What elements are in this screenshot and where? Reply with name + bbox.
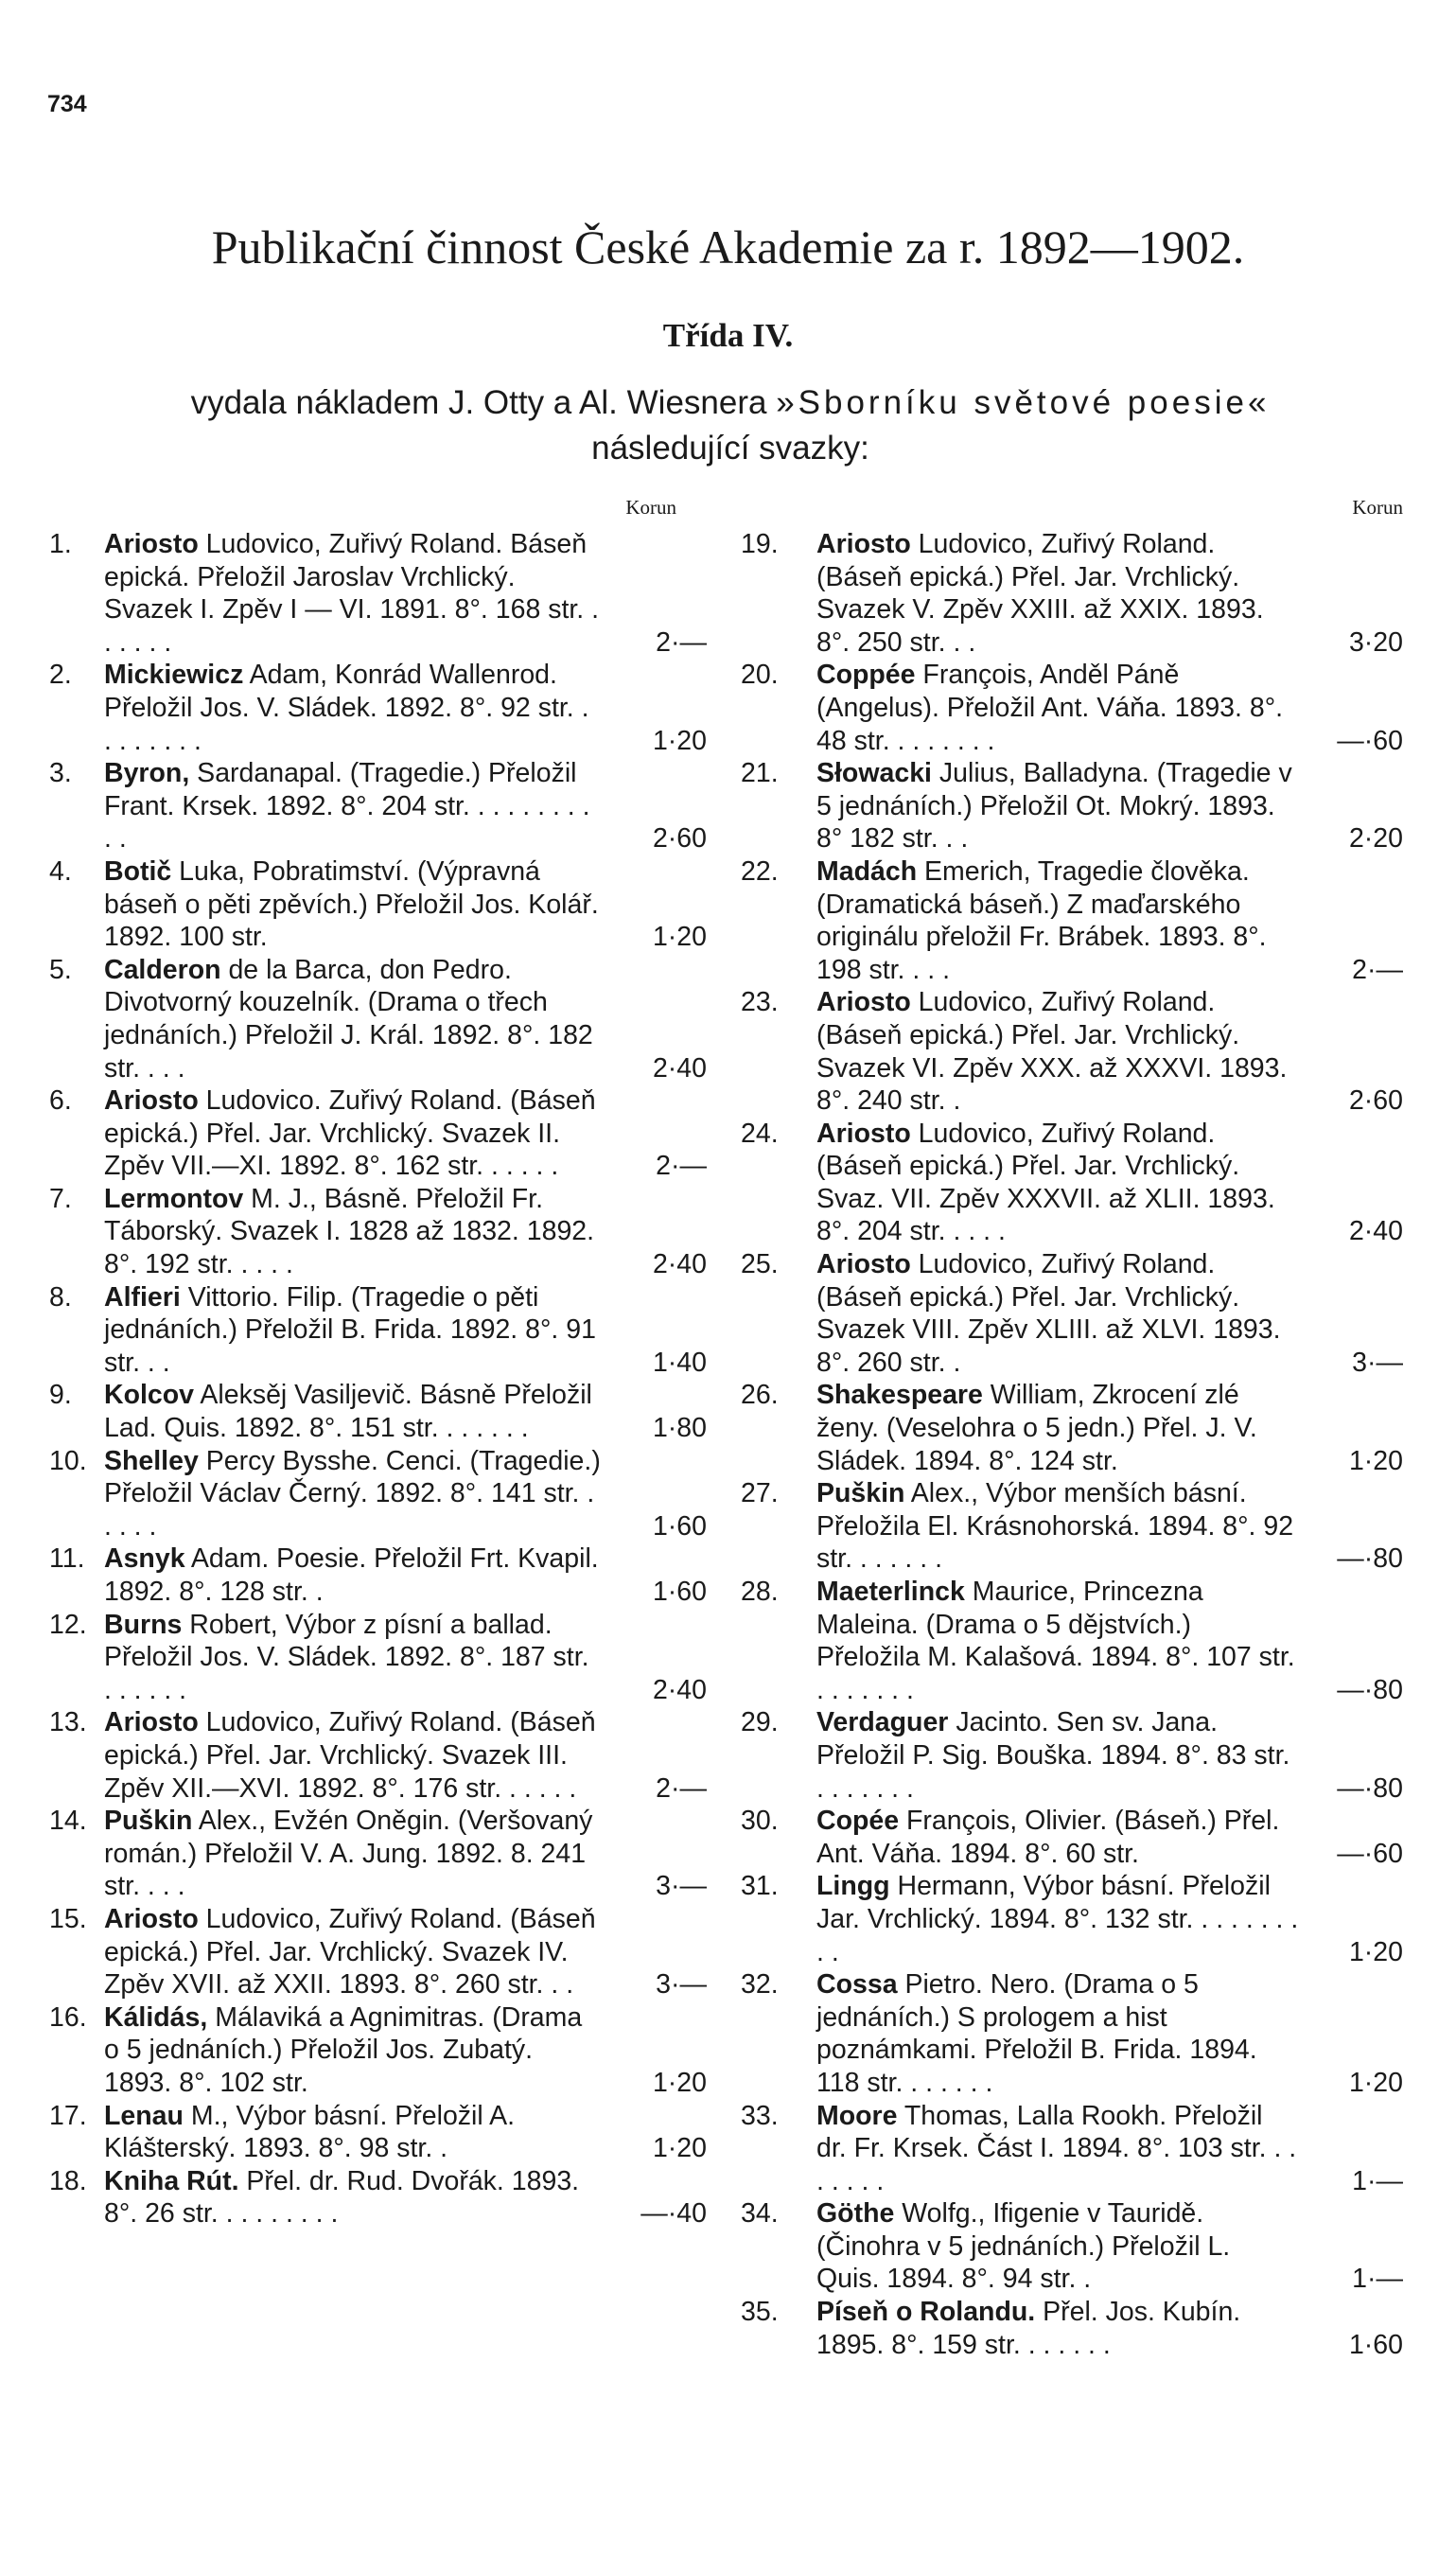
entry-body: [816, 986, 1299, 1117]
catalog-entry: [741, 855, 1403, 986]
entry-author: Ariosto: [104, 1085, 199, 1117]
entry-author: Kniha Rút.: [104, 2165, 239, 2196]
entry-number: 6.: [49, 1085, 72, 1117]
catalog-entry: [49, 2100, 707, 2165]
entry-description: M., Výbor básní. Přeložil A. Klášterský. 1893. 8°. 98 str. .: [104, 2100, 515, 2164]
entry-author: Lenau: [104, 2100, 184, 2131]
entry-description: Percy Bysshe. Cenci. (Tragedie.) Přeložil Václav Černý. 1892. 8°. 141 str. . . . . .: [104, 1445, 601, 1542]
entry-number: 13.: [49, 1707, 87, 1738]
entry-body: [104, 1805, 603, 1903]
entry-number: 1.: [49, 529, 72, 559]
entry-author: Asnyk: [104, 1543, 185, 1575]
entry-body: [816, 528, 1299, 659]
entry-price: 2·20: [1348, 823, 1403, 855]
entry-body: [104, 1609, 603, 1707]
entry-author: Copée: [816, 1806, 900, 1837]
entry-number: 10.: [49, 1445, 87, 1476]
entry-author: Mickiewicz: [104, 660, 244, 691]
entry-price: —·60: [1337, 725, 1403, 756]
intro-text: [49, 380, 1412, 471]
catalog-entry: [741, 757, 1403, 855]
entry-author: Ariosto: [104, 1707, 199, 1738]
entry-body: [104, 1379, 603, 1444]
entry-body: [104, 1542, 603, 1608]
entry-price: 1·—: [1352, 2264, 1403, 2295]
entry-description: Adam. Poesie. Přeložil Frt. Kvapil. 1892. 8°. 128 str. .: [104, 1543, 599, 1607]
entry-author: Madách: [816, 855, 918, 887]
entry-body: [104, 757, 603, 855]
series-name: »Sborníku světové poesie«: [776, 384, 1271, 421]
entry-description: François, Anděl Páně (Angelus). Přeložil Ant. Váňa. 1893. 8°. 48 str. . . . . . . .: [816, 660, 1284, 756]
entry-number: 7.: [49, 1183, 72, 1214]
catalog-entry: [741, 1870, 1403, 1968]
entry-price: 1·20: [652, 922, 707, 953]
entry-number: 24.: [741, 1118, 779, 1149]
entry-author: Verdaguer: [816, 1707, 949, 1738]
entry-author: Píseň o Rolandu.: [816, 2297, 1036, 2328]
entry-description: Ludovico, Zuřivý Roland. Báseň epická. Přeložil Jaroslav Vrchlický. Svazek I. Zpěv I — VI. 1891. 8°. 168 str. . . . . . .: [104, 529, 600, 658]
entry-body: [816, 1248, 1299, 1379]
catalog-entry: [741, 1576, 1403, 1706]
entry-body: [104, 2001, 603, 2100]
entry-description: Julius, Balladyna. (Tragedie v 5 jednáních.) Přeložil Ot. Mokrý. 1893. 8° 182 str. . .: [816, 758, 1292, 855]
entry-description: Ludovico, Zuřivý Roland. (Báseň epická.) Přel. Jar. Vrchlický. Svazek V. Zpěv XXIII. až XXIX. 1893. 8°. 250 str. . .: [816, 529, 1264, 658]
entry-number: 19.: [741, 529, 779, 559]
entry-body: [104, 855, 603, 954]
catalog-entry: [741, 1706, 1403, 1805]
entry-body: [104, 1445, 603, 1543]
left-entry-list: [49, 528, 707, 2230]
entry-body: [816, 1968, 1299, 2099]
entry-price: 1·60: [1348, 2329, 1403, 2360]
entry-description: Ludovico, Zuřivý Roland. (Báseň epická.) Přel. Jar. Vrchlický. Svazek IV. Zpěv XVII. až XXII. 1893. 8°. 260 str. . .: [104, 1903, 596, 2001]
entry-description: Přel. dr. Rud. Dvořák. 1893. 8°. 26 str. . . . . . . . .: [104, 2165, 580, 2230]
entry-description: Wolfg., Ifigenie v Tauridě. (Činohra v 5 jednáních.) Přeložil L. Quis. 1894. 8°. 94 str. .: [816, 2198, 1231, 2295]
catalog-entry: [741, 2296, 1403, 2361]
entry-price: 1·20: [652, 2067, 707, 2098]
entry-description: Ludovico, Zuřivý Roland. (Báseň epická.) Přel. Jar. Vrchlický. Svazek III. Zpěv XII.—XVI. 1892. 8°. 176 str. . . . . .: [104, 1707, 596, 1804]
entry-number: 27.: [741, 1478, 779, 1509]
entry-price: 3·20: [1348, 626, 1403, 658]
entry-body: [104, 2165, 603, 2230]
entry-description: Hermann, Výbor básní. Přeložil Jar. Vrchlický. 1894. 8°. 132 str. . . . . . . . . .: [816, 1871, 1299, 1967]
entry-price: —·80: [1337, 1543, 1403, 1575]
catalog-entry: [741, 1248, 1403, 1379]
entry-price: —·60: [1337, 1838, 1403, 1869]
entry-price: 2·40: [1348, 1216, 1403, 1247]
entry-price: 2·—: [656, 1772, 707, 1804]
entry-author: Puškin: [104, 1806, 193, 1837]
catalog-entry: [741, 986, 1403, 1117]
entry-description: Maurice, Princezna Maleina. (Drama o 5 dějstvích.) Přeložila M. Kalašová. 1894. 8°. 107 str. . . . . . . .: [816, 1577, 1295, 1705]
entry-price: 2·40: [652, 1052, 707, 1084]
entry-description: Thomas, Lalla Rookh. Přeložil dr. Fr. Krsek. Část I. 1894. 8°. 103 str. . . . . . . .: [816, 2100, 1297, 2196]
entry-price: 1·20: [1348, 1936, 1403, 1967]
entry-description: M. J., Básně. Přeložil Fr. Táborský. Svazek I. 1828 až 1832. 1892. 8°. 192 str. . . . .: [104, 1183, 595, 1280]
catalog-entry: [49, 1706, 707, 1805]
entry-price: 2·40: [652, 1249, 707, 1280]
entry-price: 2·40: [652, 1674, 707, 1705]
catalog-entry: [49, 2001, 707, 2100]
entry-price: —·80: [1337, 1772, 1403, 1804]
catalog-entry: [49, 1084, 707, 1183]
entry-author: Ariosto: [816, 1249, 911, 1280]
entry-price: 3·—: [1352, 1347, 1403, 1378]
intro-before: vydala nákladem J. Otty a Al. Wiesnera: [190, 384, 777, 421]
entry-number: 22.: [741, 855, 779, 887]
entry-body: [104, 528, 603, 659]
entry-number: 30.: [741, 1806, 779, 1837]
entry-price: —·40: [640, 2198, 707, 2230]
entry-price: 2·—: [1352, 954, 1403, 985]
catalog-entry: [49, 1183, 707, 1281]
entry-number: 15.: [49, 1903, 87, 1934]
catalog-entry: [741, 1477, 1403, 1576]
catalog-entry: [49, 954, 707, 1084]
catalog-entry: [49, 1281, 707, 1380]
entry-price: 1·—: [1352, 2165, 1403, 2196]
entry-author: Puškin: [816, 1478, 905, 1509]
entry-author: Kálidás,: [104, 2001, 208, 2033]
entry-price: 1·80: [652, 1413, 707, 1444]
entry-body: [816, 1477, 1299, 1576]
entry-price: 1·20: [652, 725, 707, 756]
catalog-entry: [741, 1968, 1403, 2099]
entry-body: [816, 1118, 1299, 1248]
entry-body: [104, 954, 603, 1084]
entry-price: 2·—: [656, 1151, 707, 1182]
entry-price: 1·60: [652, 1510, 707, 1542]
entry-body: [816, 855, 1299, 986]
entry-author: Shakespeare: [816, 1380, 983, 1411]
entry-body: [816, 1379, 1299, 1477]
entry-number: 18.: [49, 2165, 87, 2196]
entry-number: 28.: [741, 1577, 779, 1607]
entry-description: Ludovico, Zuřivý Roland. (Báseň epická.) Přel. Jar. Vrchlický. Svazek VI. Zpěv XXX. až XXXVI. 1893. 8°. 240 str. .: [816, 987, 1288, 1117]
entry-price: 3·—: [656, 1871, 707, 1902]
entry-body: [104, 1183, 603, 1281]
catalog-entry: [741, 528, 1403, 659]
entry-price: 1·40: [652, 1347, 707, 1378]
entry-price: 1·60: [652, 1577, 707, 1607]
entry-author: Burns: [104, 1609, 183, 1640]
entry-price: 1·20: [1348, 2067, 1403, 2098]
entry-price: 2·60: [652, 823, 707, 855]
entry-author: Ariosto: [104, 1903, 199, 1934]
entry-body: [816, 1805, 1299, 1870]
entry-number: 12.: [49, 1609, 87, 1640]
entry-description: Alex., Evžén Oněgin. (Veršovaný román.) Přeložil V. A. Jung. 1892. 8. 241 str. . . .: [104, 1806, 593, 1902]
entry-author: Calderon: [104, 954, 221, 985]
entry-author: Alfieri: [104, 1281, 181, 1313]
entry-description: François, Olivier. (Báseň.) Přel. Ant. Váňa. 1894. 8°. 60 str.: [816, 1806, 1280, 1869]
entry-description: Adam, Konrád Wallenrod. Přeložil Jos. V. Sládek. 1892. 8°. 92 str. . . . . . . . .: [104, 660, 589, 756]
entry-number: 32.: [741, 1969, 779, 2001]
entry-price: 1·20: [652, 2133, 707, 2164]
currency-label: Korun: [625, 496, 676, 519]
entry-number: 20.: [741, 660, 779, 691]
entry-body: [816, 2296, 1299, 2361]
entry-description: Aleksěj Vasiljevič. Básně Přeložil Lad. Quis. 1892. 8°. 151 str. . . . . . .: [104, 1380, 592, 1444]
entry-description: de la Barca, don Pedro. Divotvorný kouzelník. (Drama o třech jednáních.) Přeložil J. Král. 1892. 8°. 182 str. . . .: [104, 954, 593, 1084]
entry-number: 5.: [49, 954, 72, 985]
entry-body: [816, 1870, 1299, 1968]
right-entry-list: [741, 528, 1403, 2361]
entry-price: 3·—: [656, 1969, 707, 2001]
entry-description: Ludovico. Zuřivý Roland. (Báseň epická.) Přel. Jar. Vrchlický. Svazek II. Zpěv VII.—XI. 1892. 8°. 162 str. . . . . .: [104, 1085, 596, 1182]
catalog-entry: [49, 1903, 707, 2001]
entry-author: Coppée: [816, 660, 916, 691]
entry-number: 16.: [49, 2001, 87, 2033]
entry-description: Jacinto. Sen sv. Jana. Přeložil P. Sig. Bouška. 1894. 8°. 83 str. . . . . . . .: [816, 1707, 1290, 1804]
entry-body: [104, 1706, 603, 1805]
entry-description: Vittorio. Filip. (Tragedie o pěti jednáních.) Přeložil B. Frida. 1892. 8°. 91 str. . .: [104, 1281, 596, 1378]
entry-number: 31.: [741, 1871, 779, 1902]
entry-body: [816, 2197, 1299, 2296]
catalog-entry: [741, 659, 1403, 757]
entry-number: 33.: [741, 2100, 779, 2131]
catalog-entry: [741, 1379, 1403, 1477]
entry-number: 35.: [741, 2297, 779, 2328]
catalog-entry: [49, 659, 707, 757]
entry-body: [104, 659, 603, 757]
entry-body: [816, 1576, 1299, 1706]
entry-author: Moore: [816, 2100, 898, 2131]
entry-description: Robert, Výbor z písní a ballad. Přeložil Jos. V. Sládek. 1892. 8°. 187 str. . . . . . .: [104, 1609, 589, 1705]
entry-number: 21.: [741, 758, 779, 789]
catalog-entry: [49, 1805, 707, 1903]
entry-author: Kolcov: [104, 1380, 195, 1411]
entry-description: Ludovico, Zuřivý Roland. (Báseň epická.) Přel. Jar. Vrchlický. Svazek VIII. Zpěv XLIII. až XLVI. 1893. 8°. 260 str. .: [816, 1249, 1281, 1378]
entry-body: [104, 2100, 603, 2165]
entry-body: [816, 1706, 1299, 1805]
entry-description: Ludovico, Zuřivý Roland. (Báseň epická.) Přel. Jar. Vrchlický. Svaz. VII. Zpěv XXXVII. až XLII. 1893. 8°. 204 str. . . . .: [816, 1118, 1275, 1247]
catalog-entry: [49, 1542, 707, 1608]
entry-number: 4.: [49, 855, 72, 887]
entry-author: Ariosto: [816, 987, 911, 1018]
entry-author: Maeterlinck: [816, 1577, 965, 1607]
entry-price: 1·20: [1348, 1445, 1403, 1476]
left-column: [49, 496, 707, 2230]
entry-number: 11.: [49, 1543, 85, 1575]
entry-description: Luka, Pobratimství. (Výpravná báseň o pěti zpěvích.) Přeložil Jos. Kolář. 1892. 100 str.: [104, 855, 599, 953]
entry-description: Alex., Výbor menších básní. Přeložila El. Krásnohorská. 1894. 8°. 92 str. . . . . . .: [816, 1478, 1294, 1575]
entry-price: 2·60: [1348, 1085, 1403, 1117]
entry-body: [816, 757, 1299, 855]
catalog-entry: [49, 2165, 707, 2230]
entry-body: [104, 1084, 603, 1183]
entry-description: Emerich, Tragedie člověka. (Dramatická báseň.) Z maďarského originálu přeložil Fr. Brábek. 1893. 8°. 198 str. . . .: [816, 855, 1267, 985]
entry-author: Byron,: [104, 758, 190, 789]
currency-label: Korun: [1352, 496, 1403, 519]
entry-author: Lermontov: [104, 1183, 244, 1214]
entry-description: Sardanapal. (Tragedie.) Přeložil Frant. Krsek. 1892. 8°. 204 str. . . . . . . . . . .: [104, 758, 590, 855]
catalog-entry: [49, 528, 707, 659]
entry-number: 8.: [49, 1281, 72, 1313]
entry-author: Lingg: [816, 1871, 890, 1902]
catalog-entry: [741, 2197, 1403, 2296]
intro-after: následující svazky:: [591, 430, 869, 467]
entry-author: Słowacki: [816, 758, 932, 789]
right-column: [741, 496, 1403, 2361]
page-title: Publikační činnost České Akademie za r. 1892—1902.: [211, 220, 1245, 273]
entry-author: Shelley: [104, 1445, 199, 1476]
entry-price: —·80: [1337, 1674, 1403, 1705]
page-number: 734: [47, 91, 87, 117]
entry-description: Pietro. Nero. (Drama o 5 jednáních.) S prologem a hist poznámkami. Přeložil B. Frida. 1894. 118 str. . . . . . .: [816, 1969, 1257, 2098]
entry-author: Ariosto: [104, 529, 199, 559]
catalog-entry: [49, 855, 707, 954]
entry-body: [104, 1281, 603, 1380]
entry-number: 9.: [49, 1380, 72, 1411]
catalog-entry: [741, 2100, 1403, 2198]
entry-author: Ariosto: [816, 529, 911, 559]
entry-number: 23.: [741, 987, 779, 1018]
entry-body: [104, 1903, 603, 2001]
catalog-entry: [49, 1379, 707, 1444]
entry-number: 3.: [49, 758, 72, 789]
entry-author: Ariosto: [816, 1118, 911, 1149]
entry-description: William, Zkrocení zlé ženy. (Veselohra o 5 jedn.) Přel. J. V. Sládek. 1894. 8°. 124 str.: [816, 1380, 1257, 1476]
entry-body: [816, 659, 1299, 757]
entry-number: 26.: [741, 1380, 779, 1411]
class-heading: Třída IV.: [662, 317, 794, 354]
entry-author: Cossa: [816, 1969, 898, 2001]
entry-author: Göthe: [816, 2198, 895, 2230]
entry-author: Botič: [104, 855, 172, 887]
entry-number: 14.: [49, 1806, 87, 1837]
catalog-entry: [741, 1805, 1403, 1870]
entry-description: Přel. Jos. Kubín. 1895. 8°. 159 str. . . . . . .: [816, 2297, 1241, 2360]
catalog-entry: [49, 1445, 707, 1543]
catalog-entry: [741, 1118, 1403, 1248]
entry-number: 29.: [741, 1707, 779, 1738]
entry-number: 17.: [49, 2100, 87, 2131]
entry-number: 2.: [49, 660, 72, 691]
entry-price: 2·—: [656, 626, 707, 658]
entry-description: Málaviká a Agnimitras. (Drama o 5 jednáních.) Přeložil Jos. Zubatý. 1893. 8°. 102 str.: [104, 2001, 583, 2098]
entry-number: 34.: [741, 2198, 779, 2230]
catalog-entry: [49, 1609, 707, 1707]
catalog-entry: [49, 757, 707, 855]
entry-body: [816, 2100, 1299, 2198]
entry-number: 25.: [741, 1249, 779, 1280]
